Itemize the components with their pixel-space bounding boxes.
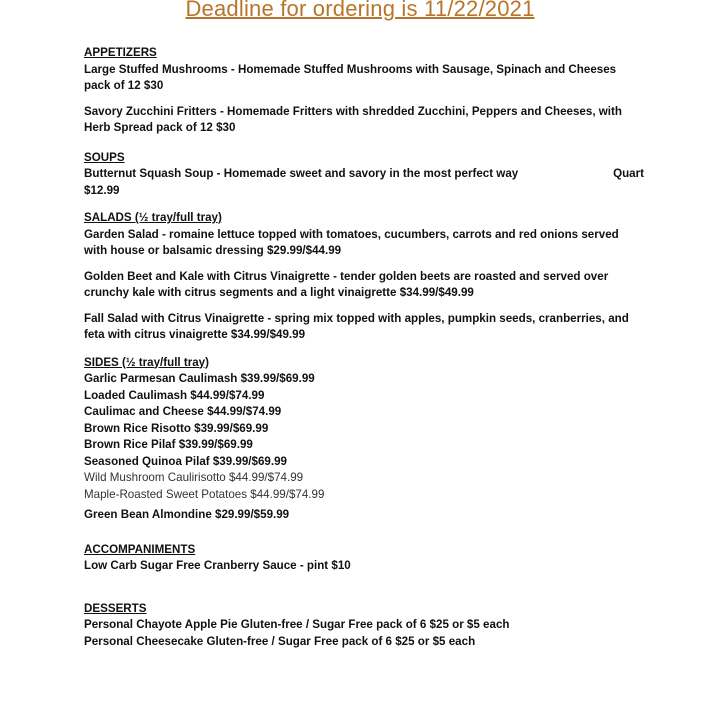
menu-item: Seasoned Quinoa Pilaf $39.99/$69.99 [84,454,287,468]
soups-section [84,150,644,200]
menu-item: Fall Salad with Citrus Vinaigrette - spring mix topped with apples, pumpkin seeds, cranberries, and feta with citrus vinaigrette $34.99/$49.99 [84,311,629,341]
menu-item: Large Stuffed Mushrooms - Homemade Stuffed Mushrooms with Sausage, Spinach and Cheeses pack of 12 $30 [84,62,617,92]
menu-item: Garlic Parmesan Caulimash $39.99/$69.99 [84,372,315,385]
soup-unit: Quart [613,167,644,180]
soup-price: $12.99 [84,183,120,197]
salads-section [84,210,644,344]
menu-item: Low Carb Sugar Free Cranberry Sauce - pint $10 [84,559,351,572]
menu-document [84,45,644,650]
menu-item: Garden Salad - romaine lettuce topped with tomatoes, cucumbers, carrots and red onions served with house or balsamic dressing $29.99/$44.99 [84,227,619,257]
sides-section [84,355,644,524]
desserts-section [84,601,644,651]
menu-item: Green Bean Almondine $29.99/$59.99 [84,508,290,521]
menu-item: Loaded Caulimash $44.99/$74.99 [84,388,265,402]
soups-heading: SOUPS [84,150,125,164]
menu-item: Savory Zucchini Fritters - Homemade Fritters with shredded Zucchini, Peppers and Cheeses, with Herb Spread pack of 12 $30 [84,104,622,134]
menu-item: Personal Cheesecake Gluten-free / Sugar Free pack of 6 $25 or $5 each [84,634,476,648]
salads-heading: SALADS (½ tray/full tray) [84,211,222,224]
menu-item: Caulimac and Cheese $44.99/$74.99 [84,405,282,418]
menu-item: Brown Rice Risotto $39.99/$69.99 [84,421,269,435]
menu-item: Brown Rice Pilaf $39.99/$69.99 [84,438,253,451]
appetizers-section [84,45,644,137]
soup-description: Butternut Squash Soup - Homemade sweet and savory in the most perfect way [84,167,519,180]
appetizers-heading: APPETIZERS [84,46,157,59]
menu-item: Maple-Roasted Sweet Potatoes $44.99/$74.99 [84,487,325,501]
accompaniments-heading: ACCOMPANIMENTS [84,542,196,556]
menu-item: Personal Chayote Apple Pie Gluten-free / Sugar Free pack of 6 $25 or $5 each [84,618,510,631]
menu-item [84,166,644,183]
sides-heading: SIDES (½ tray/full tray) [84,355,209,369]
deadline-title: Deadline for ordering is 11/22/2021 [185,0,535,21]
accompaniments-section [84,542,644,575]
menu-item: Wild Mushroom Caulirisotto $44.99/$74.99 [84,471,304,484]
desserts-heading: DESSERTS [84,601,147,615]
menu-item: Golden Beet and Kale with Citrus Vinaigrette - tender golden beets are roasted and served over crunchy kale with citrus segments and a light vinaigrette $34.99/$49.99 [84,269,609,299]
